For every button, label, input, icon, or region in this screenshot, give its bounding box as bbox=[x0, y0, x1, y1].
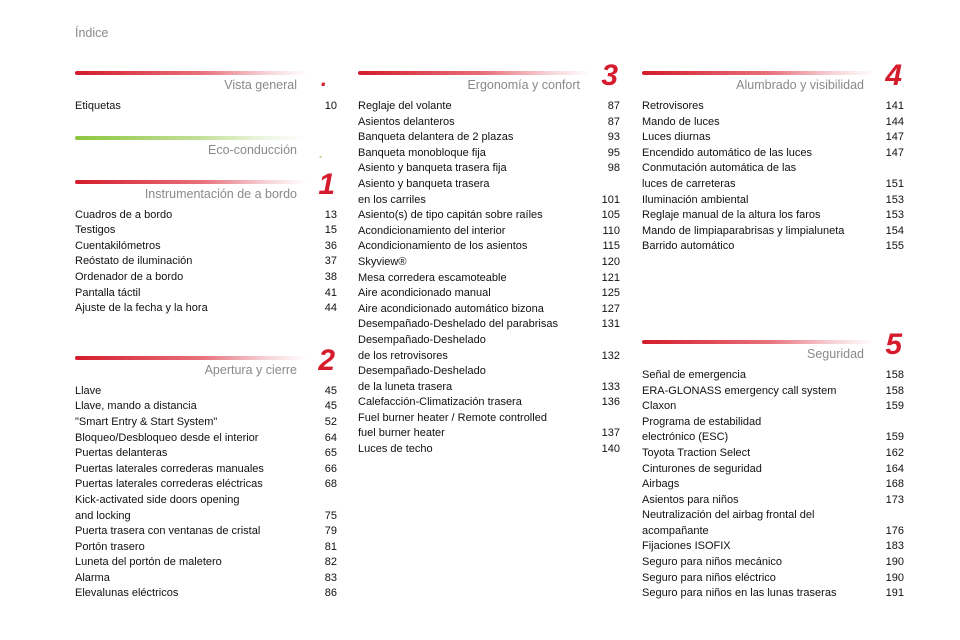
entry-label: Iluminación ambiental bbox=[642, 193, 749, 206]
entry-page-number: 158 bbox=[885, 384, 904, 397]
index-entry[interactable] bbox=[75, 208, 337, 224]
section-entry-list bbox=[75, 384, 337, 602]
entry-label: Llave, mando a distancia bbox=[75, 400, 197, 413]
index-entry[interactable] bbox=[642, 239, 904, 255]
entry-label: Puertas delanteras bbox=[75, 447, 168, 460]
entry-label: Asientos delanteros bbox=[358, 115, 455, 128]
section-entry-list bbox=[358, 99, 620, 458]
entry-label: Luneta del portón de maletero bbox=[75, 556, 222, 569]
entry-label: Puertas laterales correderas eléctricas bbox=[75, 478, 263, 491]
entry-label: Mando de luces bbox=[642, 115, 720, 128]
entry-label: Seguro para niños en las lunas traseras bbox=[642, 587, 837, 600]
section-entry-list bbox=[75, 99, 337, 115]
entry-page-number: 87 bbox=[607, 100, 620, 112]
index-entry[interactable] bbox=[642, 462, 904, 478]
entry-page-number: 86 bbox=[324, 587, 337, 600]
entry-page-number: 37 bbox=[324, 255, 337, 268]
entry-page-number: 155 bbox=[885, 240, 904, 253]
section-number: . bbox=[320, 66, 327, 91]
index-entry[interactable] bbox=[358, 271, 620, 287]
section-title: Instrumentación de a bordo bbox=[144, 186, 297, 201]
index-section bbox=[75, 133, 337, 161]
entry-label: Desempañado-Deshelado de los retrovisores bbox=[358, 333, 486, 362]
entry-page-number: 10 bbox=[324, 100, 337, 112]
index-entry[interactable] bbox=[642, 415, 904, 446]
section-title: Ergonomía y confort bbox=[467, 78, 580, 92]
entry-label: Claxon bbox=[642, 400, 677, 413]
index-entry[interactable] bbox=[358, 317, 620, 333]
entry-label: Asiento y banqueta trasera fija bbox=[358, 162, 507, 175]
index-entry[interactable] bbox=[642, 586, 904, 602]
entry-page-number: 44 bbox=[324, 302, 337, 315]
index-entry[interactable] bbox=[358, 333, 620, 364]
index-entry[interactable] bbox=[75, 286, 337, 302]
index-entry[interactable] bbox=[75, 524, 337, 540]
index-entry[interactable] bbox=[75, 540, 337, 556]
entry-label: Mesa corredera escamoteable bbox=[358, 271, 507, 284]
entry-page-number: 105 bbox=[601, 209, 620, 222]
entry-page-number: 83 bbox=[324, 571, 337, 584]
entry-label: Puerta trasera con ventanas de cristal bbox=[75, 525, 261, 538]
entry-page-number: 38 bbox=[324, 270, 337, 283]
index-section bbox=[642, 327, 904, 602]
section-title: Apertura y cierre bbox=[204, 362, 297, 377]
section-number: 1 bbox=[318, 167, 335, 201]
entry-page-number: 151 bbox=[885, 177, 904, 190]
entry-page-number: 159 bbox=[885, 400, 904, 413]
entry-label: Aire acondicionado automático bizona bbox=[358, 302, 544, 315]
index-entry[interactable] bbox=[358, 99, 620, 115]
entry-page-number: 81 bbox=[324, 540, 337, 553]
section-accent-bar bbox=[358, 71, 590, 75]
index-entry[interactable] bbox=[642, 555, 904, 571]
index-entry[interactable] bbox=[642, 115, 904, 131]
index-section bbox=[75, 343, 337, 602]
entry-page-number: 36 bbox=[324, 239, 337, 252]
index-entry[interactable] bbox=[642, 130, 904, 146]
index-entry[interactable] bbox=[75, 270, 337, 286]
entry-page-number: 45 bbox=[324, 384, 337, 397]
entry-label: Acondicionamiento del interior bbox=[358, 224, 506, 237]
index-entry[interactable] bbox=[642, 146, 904, 162]
entry-page-number: 164 bbox=[885, 462, 904, 475]
entry-label: Mando de limpiaparabrisas y limpialuneta bbox=[642, 224, 845, 237]
entry-label: Bloqueo/Desbloqueo desde el interior bbox=[75, 431, 259, 444]
entry-label: Luces de techo bbox=[358, 443, 433, 456]
index-entry[interactable] bbox=[75, 301, 337, 317]
index-entry[interactable] bbox=[358, 115, 620, 131]
index-entry[interactable] bbox=[75, 571, 337, 587]
entry-page-number: 64 bbox=[324, 431, 337, 444]
entry-label: Reglaje manual de la altura los faros bbox=[642, 209, 821, 222]
index-entry[interactable] bbox=[642, 571, 904, 587]
entry-label: Aire acondicionado manual bbox=[358, 287, 491, 300]
entry-label: Señal de emergencia bbox=[642, 368, 746, 381]
index-entry[interactable] bbox=[75, 254, 337, 270]
entry-page-number: 153 bbox=[885, 209, 904, 222]
entry-page-number: 121 bbox=[601, 271, 620, 284]
section-header bbox=[642, 59, 904, 92]
index-entry[interactable] bbox=[75, 431, 337, 447]
entry-page-number: 183 bbox=[885, 540, 904, 553]
entry-page-number: 41 bbox=[324, 286, 337, 299]
entry-page-number: 191 bbox=[885, 587, 904, 600]
section-title: Vista general bbox=[224, 78, 297, 92]
index-entry[interactable] bbox=[642, 508, 904, 539]
entry-label: Etiquetas bbox=[75, 100, 121, 112]
entry-label: Reóstato de iluminación bbox=[75, 255, 193, 268]
entry-page-number: 115 bbox=[602, 240, 620, 253]
entry-page-number: 87 bbox=[607, 115, 620, 128]
entry-label: Airbags bbox=[642, 478, 680, 491]
entry-page-number: 147 bbox=[885, 131, 904, 144]
section-header bbox=[642, 327, 904, 361]
entry-label: Barrido automático bbox=[642, 240, 735, 253]
section-number: 2 bbox=[318, 343, 335, 377]
entry-page-number: 68 bbox=[324, 478, 337, 491]
section-title: Seguridad bbox=[807, 346, 864, 361]
index-entry[interactable] bbox=[75, 239, 337, 255]
index-entry[interactable] bbox=[358, 255, 620, 271]
entry-label: Fijaciones ISOFIX bbox=[642, 540, 731, 553]
section-accent-bar bbox=[642, 71, 874, 75]
entry-page-number: 75 bbox=[324, 509, 337, 522]
entry-page-number: 173 bbox=[885, 493, 904, 506]
entry-label: Skyview® bbox=[358, 255, 407, 268]
section-accent-bar bbox=[75, 71, 307, 75]
entry-label: Conmutación automática de las luces de carreteras bbox=[642, 162, 797, 190]
entry-label: Desempañado-Deshelado del parabrisas bbox=[358, 318, 558, 331]
index-column-3 bbox=[642, 59, 904, 602]
entry-page-number: 13 bbox=[324, 208, 337, 221]
index-entry[interactable] bbox=[642, 477, 904, 493]
index-entry[interactable] bbox=[358, 364, 620, 395]
entry-page-number: 158 bbox=[885, 368, 904, 381]
index-entry[interactable] bbox=[642, 99, 904, 115]
entry-page-number: 52 bbox=[324, 415, 337, 428]
index-entry[interactable] bbox=[642, 493, 904, 509]
index-entry[interactable] bbox=[358, 208, 620, 224]
section-entry-list bbox=[75, 208, 337, 317]
entry-label: Kick-activated side doors opening and locking bbox=[75, 493, 240, 522]
section-number: 5 bbox=[885, 327, 902, 361]
entry-page-number: 45 bbox=[324, 400, 337, 413]
entry-page-number: 140 bbox=[601, 443, 620, 456]
section-header bbox=[75, 343, 337, 377]
entry-label: ERA-GLONASS emergency call system bbox=[642, 384, 837, 397]
index-entry[interactable] bbox=[75, 399, 337, 415]
entry-page-number: 176 bbox=[885, 524, 904, 537]
index-section bbox=[75, 68, 337, 115]
section-title: Eco-conducción bbox=[208, 142, 297, 157]
index-entry[interactable] bbox=[358, 224, 620, 240]
entry-label: Desempañado-Deshelado de la luneta trasera bbox=[358, 365, 486, 393]
entry-label: Asiento y banqueta trasera en los carriles bbox=[358, 177, 490, 206]
index-entry[interactable] bbox=[75, 493, 337, 524]
index-entry[interactable] bbox=[75, 99, 337, 115]
section-title: Alumbrado y visibilidad bbox=[736, 78, 864, 92]
entry-page-number: 159 bbox=[885, 431, 904, 444]
entry-label: Seguro para niños mecánico bbox=[642, 556, 783, 569]
index-entry[interactable] bbox=[358, 239, 620, 255]
entry-page-number: 154 bbox=[885, 224, 904, 237]
entry-page-number: 65 bbox=[324, 447, 337, 460]
entry-page-number: 190 bbox=[885, 556, 904, 569]
section-number: 3 bbox=[601, 59, 618, 92]
entry-page-number: 125 bbox=[601, 287, 620, 300]
entry-page-number: 153 bbox=[885, 193, 904, 206]
entry-page-number: 133 bbox=[601, 380, 620, 393]
index-entry[interactable] bbox=[358, 302, 620, 318]
index-entry[interactable] bbox=[642, 208, 904, 224]
entry-page-number: 131 bbox=[601, 318, 620, 331]
entry-label: Pantalla táctil bbox=[75, 286, 141, 299]
index-entry[interactable] bbox=[75, 477, 337, 493]
index-entry[interactable] bbox=[75, 223, 337, 239]
entry-page-number: 147 bbox=[885, 146, 904, 159]
index-entry[interactable] bbox=[75, 446, 337, 462]
entry-page-number: 93 bbox=[607, 131, 620, 144]
entry-label: Ajuste de la fecha y la hora bbox=[75, 302, 208, 315]
entry-label: Puertas laterales correderas manuales bbox=[75, 462, 264, 475]
entry-label: Luces diurnas bbox=[642, 131, 711, 144]
entry-page-number: 101 bbox=[601, 193, 620, 206]
index-entry[interactable] bbox=[642, 161, 904, 192]
index-entry[interactable] bbox=[358, 442, 620, 458]
index-entry[interactable] bbox=[642, 384, 904, 400]
entry-page-number: 95 bbox=[607, 146, 620, 159]
entry-label: Calefacción-Climatización trasera bbox=[358, 396, 522, 409]
entry-label: Asientos para niños bbox=[642, 493, 739, 506]
index-entry[interactable] bbox=[75, 586, 337, 602]
entry-label: Programa de estabilidad electrónico (ESC) bbox=[642, 415, 762, 444]
index-entry[interactable] bbox=[358, 286, 620, 302]
entry-page-number: 110 bbox=[602, 224, 620, 237]
section-accent-bar bbox=[75, 356, 307, 360]
entry-label: Testigos bbox=[75, 224, 116, 237]
entry-label: Toyota Traction Select bbox=[642, 446, 751, 459]
entry-label: "Smart Entry & Start System" bbox=[75, 415, 218, 428]
section-header bbox=[75, 68, 337, 90]
section-header bbox=[75, 167, 337, 201]
index-entry[interactable] bbox=[358, 177, 620, 208]
index-entry[interactable] bbox=[75, 384, 337, 400]
entry-label: Retrovisores bbox=[642, 100, 704, 112]
index-entry[interactable] bbox=[642, 446, 904, 462]
page-header: Índice bbox=[75, 26, 109, 40]
entry-page-number: 190 bbox=[885, 571, 904, 584]
entry-page-number: 98 bbox=[607, 162, 620, 175]
entry-label: Alarma bbox=[75, 571, 110, 584]
section-header bbox=[358, 59, 620, 92]
section-entry-list bbox=[642, 99, 904, 255]
section-header bbox=[75, 133, 337, 161]
entry-page-number: 82 bbox=[324, 556, 337, 569]
index-entry[interactable] bbox=[75, 415, 337, 431]
entry-page-number: 66 bbox=[324, 462, 337, 475]
entry-label: Elevalunas eléctricos bbox=[75, 587, 179, 600]
section-number: . bbox=[319, 144, 323, 161]
entry-page-number: 144 bbox=[885, 115, 904, 128]
entry-page-number: 15 bbox=[324, 224, 337, 237]
index-entry[interactable] bbox=[358, 161, 620, 177]
index-entry[interactable] bbox=[358, 130, 620, 146]
entry-label: Seguro para niños eléctrico bbox=[642, 571, 776, 584]
index-entry[interactable] bbox=[642, 399, 904, 415]
index-entry[interactable] bbox=[642, 539, 904, 555]
index-entry[interactable] bbox=[642, 224, 904, 240]
entry-page-number: 168 bbox=[885, 478, 904, 491]
index-entry[interactable] bbox=[75, 462, 337, 478]
entry-label: Cuadros de a bordo bbox=[75, 208, 173, 221]
entry-page-number: 127 bbox=[601, 302, 620, 315]
index-entry[interactable] bbox=[642, 368, 904, 384]
entry-label: Banqueta monobloque fija bbox=[358, 146, 486, 159]
entry-label: Fuel burner heater / Remote controlled fuel burner heater bbox=[358, 411, 547, 440]
entry-label: Portón trasero bbox=[75, 540, 145, 553]
section-number: 4 bbox=[885, 59, 902, 92]
section-accent-bar bbox=[75, 136, 307, 140]
index-section bbox=[642, 59, 904, 255]
entry-page-number: 137 bbox=[601, 427, 620, 440]
section-accent-bar bbox=[75, 180, 307, 184]
entry-label: Asiento(s) de tipo capitán sobre raíles bbox=[358, 209, 543, 222]
entry-label: Encendido automático de las luces bbox=[642, 146, 812, 159]
index-entry[interactable] bbox=[358, 395, 620, 411]
index-entry[interactable] bbox=[358, 146, 620, 162]
index-entry[interactable] bbox=[358, 411, 620, 442]
index-entry[interactable] bbox=[75, 555, 337, 571]
section-accent-bar bbox=[642, 340, 874, 344]
entry-page-number: 162 bbox=[885, 446, 904, 459]
index-column-1 bbox=[75, 68, 337, 602]
entry-page-number: 132 bbox=[601, 349, 620, 362]
index-section bbox=[75, 167, 337, 317]
entry-page-number: 120 bbox=[601, 255, 620, 268]
entry-label: Banqueta delantera de 2 plazas bbox=[358, 131, 514, 144]
entry-label: Acondicionamiento de los asientos bbox=[358, 240, 528, 253]
section-entry-list bbox=[642, 368, 904, 602]
entry-label: Llave bbox=[75, 384, 102, 397]
entry-label: Cinturones de seguridad bbox=[642, 462, 762, 475]
entry-page-number: 79 bbox=[324, 525, 337, 538]
index-entry[interactable] bbox=[642, 193, 904, 209]
entry-label: Reglaje del volante bbox=[358, 100, 452, 112]
entry-label: Cuentakilómetros bbox=[75, 239, 161, 252]
entry-label: Ordenador de a bordo bbox=[75, 270, 184, 283]
index-section bbox=[358, 59, 620, 458]
entry-label: Neutralización del airbag frontal del acompañante bbox=[642, 509, 815, 537]
entry-page-number: 136 bbox=[601, 396, 620, 409]
index-column-2 bbox=[358, 59, 620, 458]
entry-page-number: 141 bbox=[885, 100, 904, 112]
